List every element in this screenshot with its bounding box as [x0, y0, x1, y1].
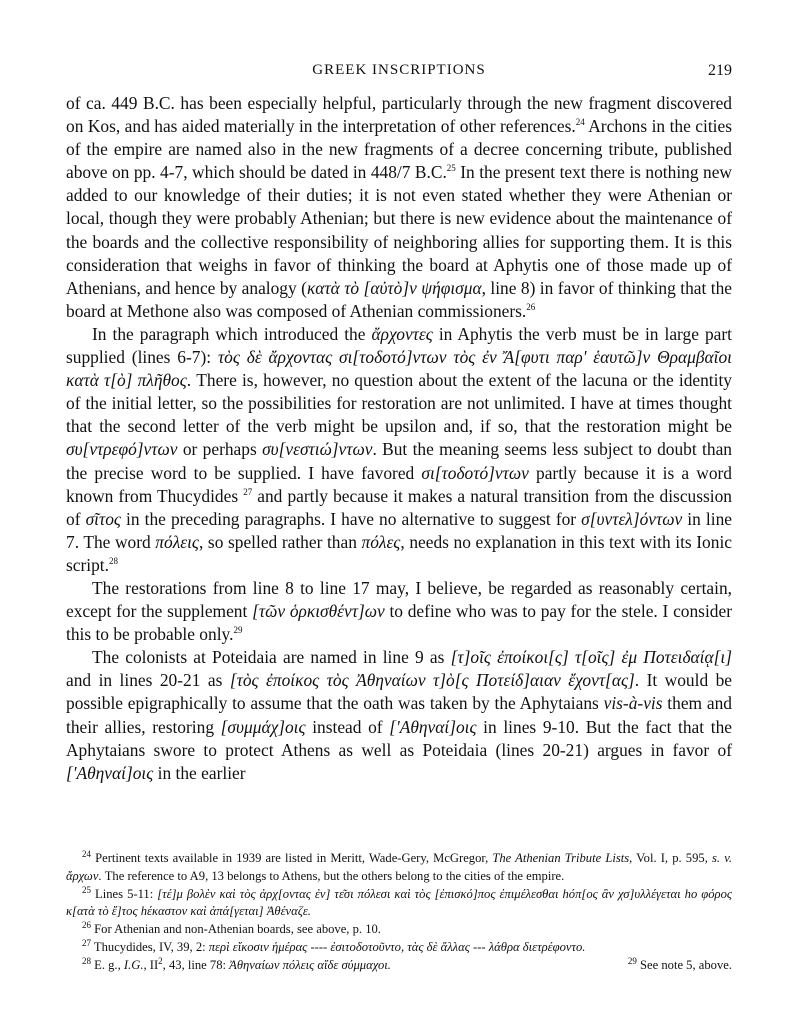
body-text: [66, 92, 732, 785]
footnote-29: [628, 957, 732, 975]
text-run: , Vol. I, p. 595,: [629, 851, 712, 865]
page-number: 219: [708, 62, 732, 79]
greek-text: πόλεις: [155, 531, 199, 552]
italic-phrase: s. v. ἄρχων: [66, 851, 732, 883]
paragraph-4: [66, 646, 732, 785]
text-run: , II: [143, 957, 159, 972]
paragraph-1: [66, 92, 732, 323]
footnote-27: [66, 939, 732, 957]
greek-text: πόλες: [361, 531, 401, 552]
text-run: , so spelled rather than: [198, 531, 362, 552]
greek-text: [τῶν ὁρκισθέντ]ων: [252, 601, 385, 622]
footnote-26: [66, 921, 732, 939]
text-run: . There is, however, no question about the extent of the lacuna or the identity of the initial letter, so the possibilities for restoration are not unlimited. I have at times thought that the second letter of the verb might be upsilon and, if so, that the restoration might be: [66, 370, 732, 437]
text-run: . The reference to A9, 13 belongs to Athens, but the others belong to the cities of the empire.: [98, 868, 565, 883]
footnote-ref-24[interactable]: 24: [575, 117, 585, 128]
text-run: in Aphytis the verb must be in large part supplied (lines 6-7):: [66, 323, 732, 368]
text-run: , 43, line 78:: [162, 957, 230, 972]
text-run: . It would be possible epigraphically to assume that the oath was taken by the Aphytaians: [66, 670, 733, 714]
text-run: The colonists at Poteidaia are named in line 9 as: [92, 647, 451, 668]
text-run: or perhaps: [177, 439, 263, 460]
text-run: See note 5, above.: [636, 957, 732, 972]
footnote-25: [66, 886, 732, 922]
page-header: [66, 62, 732, 86]
text-run: For Athenian and non-Athenian boards, see above, p. 10.: [91, 922, 381, 937]
text-run: in the earlier: [153, 762, 246, 783]
footnote-ref-27[interactable]: 27: [243, 486, 253, 497]
italic-title: The Athenian Tribute Lists: [492, 851, 630, 865]
text-run: E. g.,: [91, 957, 124, 972]
greek-text: ἄρχοντες: [371, 323, 433, 344]
text-run: The restorations from line 8 to line 17 may, I believe, be regarded as reasonably certain, except for the supplement: [66, 577, 732, 622]
paragraph-3: [66, 577, 732, 646]
text-run: in lines 9-10. But the fact that the Aphytaians swore to protect Athens as well as Poteidaia (lines 20-21) argues in favor of: [66, 716, 732, 760]
text-run: of ca. 449 B.C. has been especially helpful, particularly through the new fragment discovered on Kos, and has aided materially in the interpretation of other references.: [66, 93, 732, 137]
superscript: 2: [158, 955, 163, 966]
greek-text: σι[τοδοτό]ντων: [421, 462, 529, 483]
paragraph-2: [66, 323, 732, 577]
greek-text: κατὰ τὸ [αὐτὸ]ν ψήφισμα: [306, 277, 482, 298]
greek-text: [τέ]μ βολὲν καὶ τὸς ἀρχ[οντας ἐν] τε͂σι πόλεσι καὶ τὸς [ἐπισκό]πος ἐπιμέλεσθαι hόπ[ος ἂν χσ]υλλέγεται hο φόρος κ[ατὰ τὸ ἔ]τος hέκαστον καὶ ἀπά[γεται] Ἀθέναζε.: [66, 886, 732, 919]
footnote-ref-26[interactable]: 26: [526, 302, 536, 313]
text-run: in line 7. The word: [66, 508, 732, 552]
greek-text: [τὸς ἐποίκος τὸς Ἀθηναίων τ]ὸ[ς Ποτείδ]αιαν ἔχοντ[ας]: [229, 670, 635, 691]
text-run: In the present text there is nothing new added to our knowledge of their duties; it is not even stated whether they were Athenian or local, though they were probably Athenian; but there is new evidence about the maintenance of the boards and the collective responsibility of neighboring allies for supporting them. It is this consideration that weighs in favor of thinking the board at Aphytis one of those made up of Athenians, and hence by analogy (: [66, 162, 732, 298]
footnote-28: [82, 957, 391, 975]
text-run: to define who was to pay for the stele. I consider this to be probable only.: [66, 601, 732, 645]
greek-text: περὶ εἴκοσιν ἡμέρας ---- ἐσιτοδοτοῦντο, τὰς δὲ ἄλλας --- λάθρα διετρέφοντο.: [208, 939, 586, 954]
text-run: and partly because it makes a natural transition from the discussion of: [66, 485, 732, 529]
greek-text: συ[νεστιώ]ντων: [262, 439, 373, 460]
footnote-number: 24: [82, 848, 91, 859]
greek-text: Ἀθηναίων πόλεις αἵδε σύμμαχοι.: [229, 957, 391, 972]
italic-phrase: I.G.: [123, 957, 144, 972]
greek-text: τὸς δὲ ἄρχοντας σι[τοδοτό]ντων τὸς ἐν Ἄ[φυτι παρ' ἑαυτῶ]ν Θραμβαῖοι κατὰ τ[ὸ] πλῆθος: [66, 347, 732, 391]
greek-text: ['Αθηναί]οις: [389, 716, 477, 737]
text-run: and in lines 20-21 as: [66, 670, 230, 691]
greek-text: [συμμάχ]οις: [220, 716, 306, 737]
text-run: Archons in the cities of the empire are named also in the new fragments of a decree concerning tribute, published above on pp. 4-7, which should be dated in 448/7 B.C.: [66, 116, 732, 183]
italic-phrase: vis-à-vis: [603, 693, 663, 714]
footnotes-28-29: [66, 957, 732, 975]
footnote-number: 29: [627, 955, 637, 966]
text-run: instead of: [305, 716, 390, 737]
footnote-ref-25[interactable]: 25: [446, 163, 456, 174]
greek-text: σῖτος: [85, 508, 121, 529]
greek-text: συ[ντρεφό]ντων: [66, 439, 178, 460]
text-run: Lines 5-11:: [91, 886, 158, 901]
footnote-ref-29[interactable]: 29: [233, 625, 243, 636]
text-run: , needs no explanation in this text with its Ionic script.: [66, 531, 732, 575]
footnote-24: [66, 850, 732, 886]
running-title: GREEK INSCRIPTIONS: [312, 62, 486, 78]
footnote-number: 25: [82, 884, 91, 895]
text-run: Thucydides, IV, 39, 2:: [91, 939, 209, 954]
text-run: them and their allies, restoring: [66, 693, 732, 737]
text-run: Pertinent texts available in 1939 are listed in Meritt, Wade-Gery, McGregor,: [91, 851, 493, 865]
greek-text: ['Αθηναί]οις: [66, 762, 154, 783]
footnote-ref-28[interactable]: 28: [108, 556, 118, 567]
text-run: in the preceding paragraphs. I have no alternative to suggest for: [120, 508, 582, 529]
footnote-number: 28: [82, 955, 91, 966]
footnotes: [66, 850, 732, 975]
footnote-number: 26: [82, 920, 91, 930]
footnote-number: 27: [82, 937, 91, 948]
text-run: partly because it is a word known from Thucydides: [66, 462, 733, 506]
text-run: In the paragraph which introduced the: [92, 323, 372, 344]
greek-text: [τ]οῖς ἐποίκοι[ς] τ[οῖς] ἐμ Ποτειδαίᾳ[ι]: [450, 647, 732, 668]
text-run: , line 8) in favor of thinking that the board at Methone also was composed of Athenian commissioners.: [66, 277, 732, 321]
greek-text: σ[υντελ]όντων: [581, 508, 683, 529]
text-run: . But the meaning seems less subject to doubt than the precise word to be supplied. I have favored: [66, 439, 732, 483]
